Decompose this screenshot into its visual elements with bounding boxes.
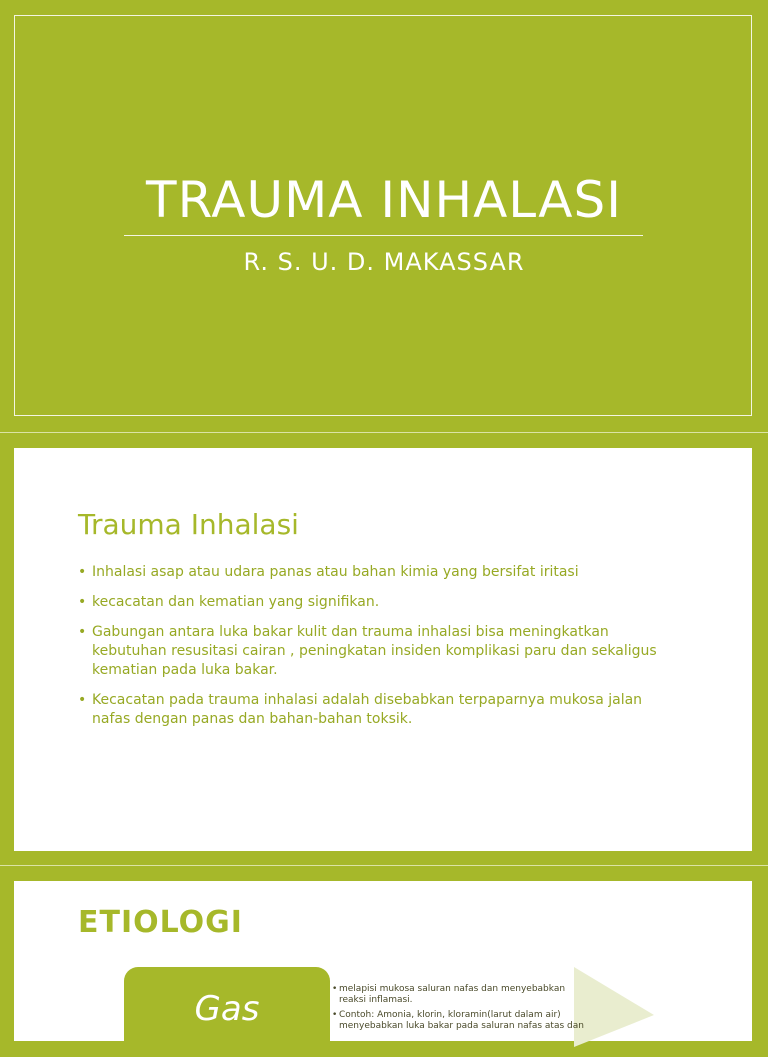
section-heading: Trauma Inhalasi [78,508,299,541]
content-slide [0,433,768,865]
note-item: • Contoh: Amonia, klorin, kloramin(larut dalam air) menyebabkan luka bakar pada saluran nafas atas dan [332,1010,592,1032]
etiology-slide [0,866,768,1031]
bullet-list [78,563,678,740]
slide-subtitle: R. S. U. D. MAKASSAR [243,248,525,276]
gas-label: Gas [194,989,260,1029]
slide-title: TRAUMA INHALASI [146,171,622,229]
bullet-item: • kecacatan dan kematian yang signifikan. [78,593,678,612]
content-panel [14,448,752,851]
section-heading: ETIOLOGI [78,905,243,940]
note-item: • melapisi mukosa saluran nafas dan menyebabkan reaksi inflamasi. [332,984,592,1006]
gas-box [124,967,330,1057]
etiology-panel [14,881,752,1041]
title-divider [124,235,643,236]
bullet-item: • Kecacatan pada trauma inhalasi adalah disebabkan terpaparnya mukosa jalan nafas dengan panas dan bahan-bahan toksik. [78,691,678,729]
gas-notes [332,984,592,1036]
bullet-item: • Gabungan antara luka bakar kulit dan trauma inhalasi bisa meningkatkan kebutuhan resusitasi cairan , peningkatan insiden komplikasi paru dan sekaligus kematian pada luka bakar. [78,623,678,680]
title-slide [0,0,768,432]
bullet-item: • Inhalasi asap atau udara panas atau bahan kimia yang bersifat iritasi [78,563,678,582]
